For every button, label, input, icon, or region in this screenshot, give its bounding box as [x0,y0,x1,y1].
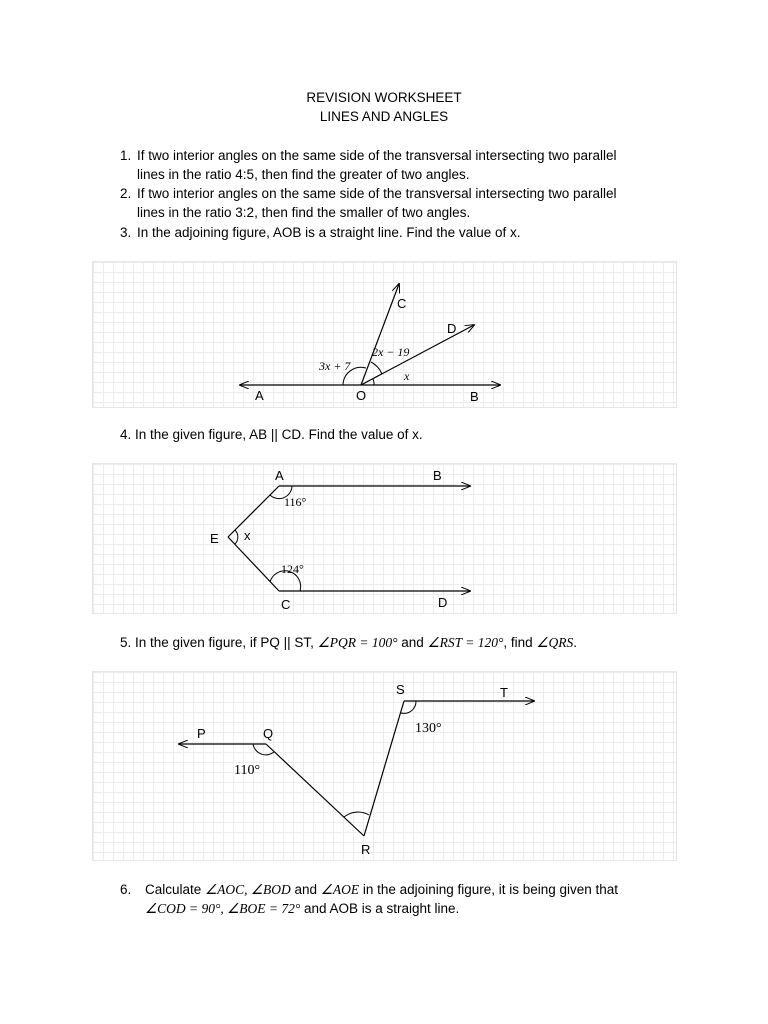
question-2 [120,184,680,222]
label-a: A [275,468,284,483]
question-number: 3. [120,225,132,240]
angle-label-116: 116° [284,495,307,509]
label-p: P [197,726,206,741]
figure-1 [92,261,677,408]
angle-arc-r [344,812,369,817]
question-text: 5. In the given figure, if PQ || ST, [120,635,318,650]
question-number: 6. [120,882,132,897]
line-rs [364,701,404,836]
label-s: S [396,682,405,697]
question-4: 4. In the given figure, AB || CD. Find the value of x. [120,427,423,442]
line-qr [266,744,364,836]
math-expr-given: ∠COD = 90°, ∠BOE = 72° [145,901,301,916]
label-o: O [356,388,367,403]
label-c: C [397,296,407,311]
label-a: A [255,388,264,403]
angle-arc-dob [373,379,374,385]
question-5 [120,633,680,652]
label-r: R [361,842,371,857]
question-text-tail: in the adjoining figure, it is being given that [359,882,619,897]
worksheet-title: REVISION WORKSHEET [306,90,462,105]
label-c: C [281,597,291,612]
question-text: If two interior angles on the same side of the transversal intersecting two parallel [137,148,617,163]
question-3 [120,223,680,242]
question-number: 1. [120,148,132,163]
angle-label-right: x [404,369,410,383]
angle-arc-q [253,744,274,755]
label-q: Q [263,726,274,741]
label-e: E [210,531,219,546]
angle-label-130: 130° [415,721,442,736]
text-and: and [290,882,321,897]
angle-label-left: 3x + 7 [319,359,351,373]
question-6 [120,880,720,918]
math-expr-aoe: ∠AOE [320,882,360,897]
line-ec [228,537,279,591]
label-b: B [470,389,479,404]
angle-arc-e [235,530,238,544]
label-t: T [500,685,508,700]
text-and: and [397,635,428,650]
question-text-cont: lines in the ratio 4:5, then find the greater of two angles. [137,167,470,182]
label-d: D [447,321,457,336]
angle-label-110: 110° [234,763,261,778]
math-expr-pqr: ∠PQR = 100° [317,635,398,650]
angle-label-124: 124° [281,562,304,576]
line-ae [228,486,279,537]
question-text-end: and AOB is a straight line. [300,901,460,916]
angle-arc-cod [371,362,382,374]
text-find: , find [503,635,537,650]
figure-2 [92,463,677,614]
question-text-cont: lines in the ratio 3:2, then find the smaller of two angles. [137,205,471,220]
question-text: Calculate [145,882,206,897]
figure-3 [92,671,677,861]
math-expr-qrs: ∠QRS [536,635,574,650]
math-expr-aoc-bod: ∠AOC, ∠BOD [205,882,291,897]
angle-label-x: x [244,528,251,543]
label-d: D [438,595,448,610]
text-end: . [573,635,578,650]
question-1 [120,146,680,184]
worksheet-subtitle: LINES AND ANGLES [319,109,449,124]
question-text: In the adjoining figure, AOB is a straight line. Find the value of x. [137,225,521,240]
label-b: B [433,468,442,483]
math-expr-rst: ∠RST = 120° [427,635,504,650]
angle-label-middle: 2x − 19 [372,345,410,359]
question-number: 2. [120,186,132,201]
question-text: If two interior angles on the same side of the transversal intersecting two parallel [137,186,617,201]
